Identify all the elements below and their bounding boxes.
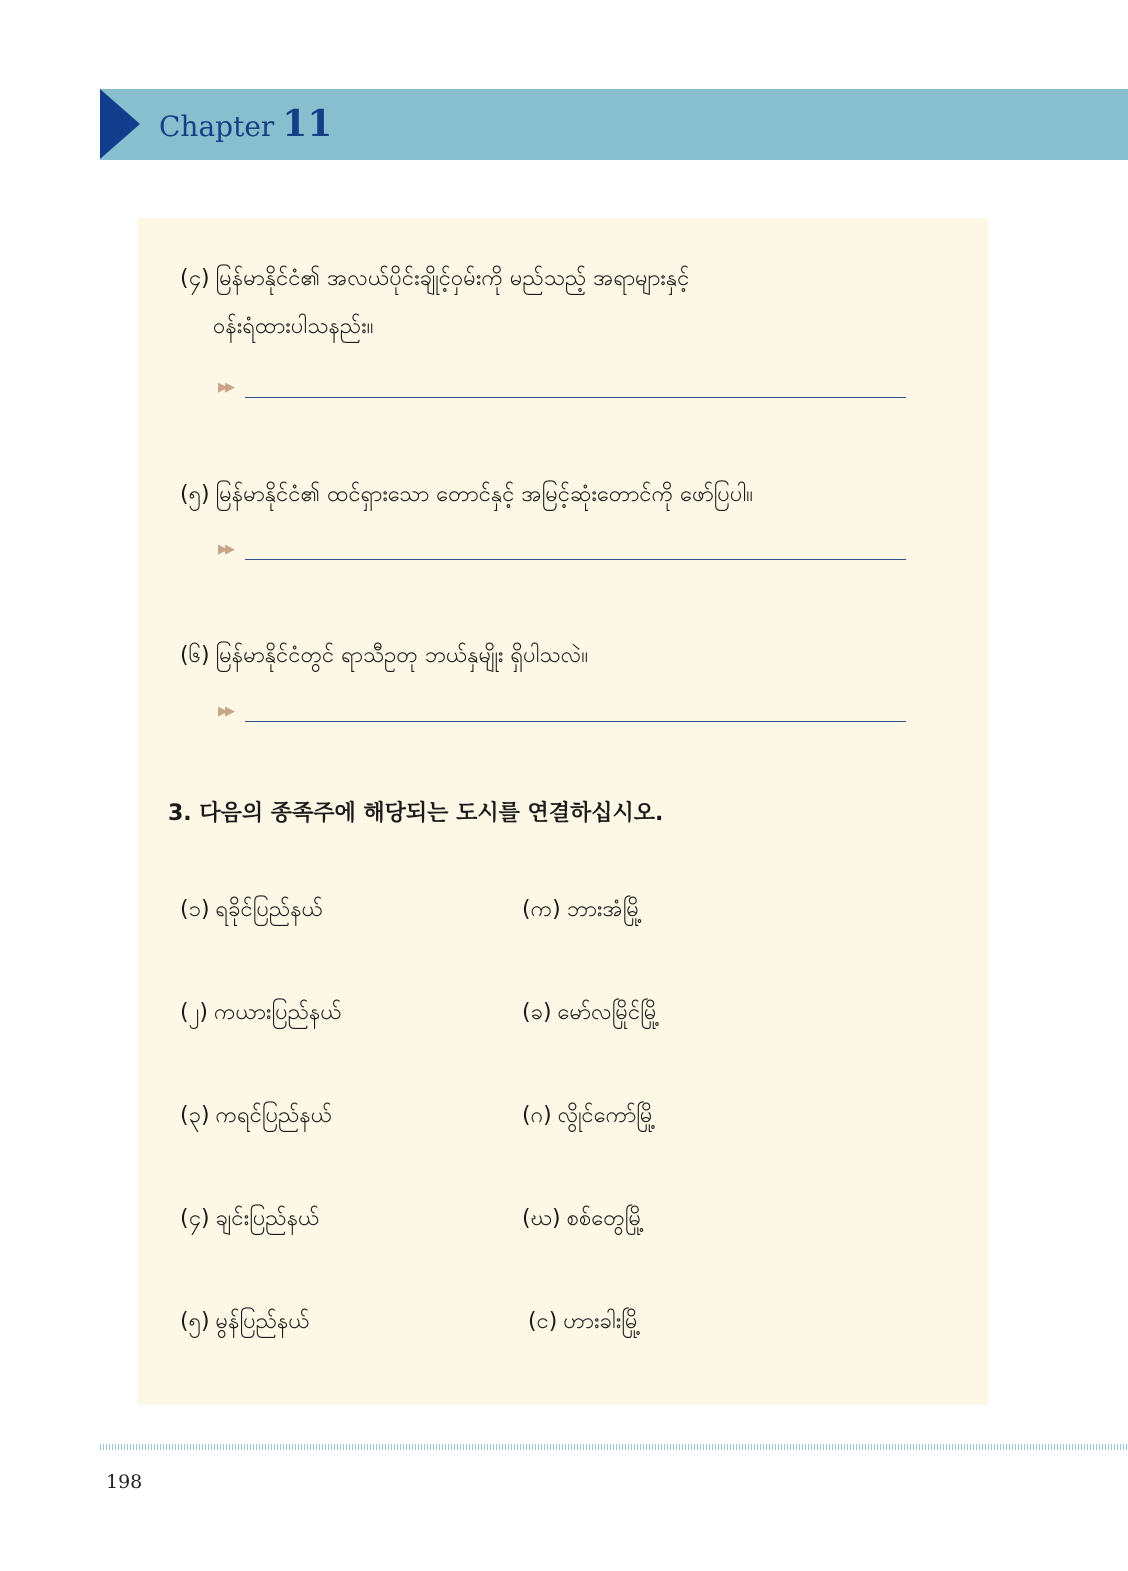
city-name: ဘားအံမြို့ xyxy=(566,897,643,922)
question-text: မြန်မာနိုင်ငံတွင် ရာသီဥတု ဘယ်နှမျိုး ရှိပါသလဲ။ xyxy=(215,643,588,668)
city-letter: (ခ) xyxy=(522,1000,552,1025)
answer-line-5[interactable] xyxy=(218,540,906,560)
question-4 xyxy=(180,258,689,300)
exercise-panel xyxy=(138,218,988,1405)
footer-divider xyxy=(100,1444,1128,1450)
answer-arrow-icon: ▶▶ xyxy=(218,380,232,395)
state-number: (၃) xyxy=(180,1103,210,1128)
question-number: (၆) xyxy=(180,643,210,668)
city-name: လွိုင်ကော်မြို့ xyxy=(557,1103,656,1128)
state-number: (၂) xyxy=(180,1000,208,1025)
answer-rule xyxy=(245,559,906,560)
state-name: ချင်းပြည်နယ် xyxy=(215,1206,320,1231)
question-text: မြန်မာနိုင်ငံ၏ ထင်ရှားသော တောင်နှင့် အမြင့်ဆုံးတောင်ကို ဖော်ပြပါ။ xyxy=(215,482,753,507)
state-item xyxy=(180,993,342,1033)
chapter-header xyxy=(100,89,1128,160)
question-number: (၅) xyxy=(180,482,210,507)
state-name: ကယားပြည်နယ် xyxy=(213,1000,342,1025)
city-item xyxy=(522,1199,644,1239)
question-number: (၄) xyxy=(180,266,210,291)
answer-arrow-icon: ▶▶ xyxy=(218,704,232,719)
answer-rule xyxy=(245,721,906,722)
chapter-title xyxy=(159,102,332,146)
state-item xyxy=(180,1302,310,1342)
question-6 xyxy=(180,635,588,677)
city-item xyxy=(522,993,660,1033)
city-letter: (င) xyxy=(528,1309,558,1334)
chapter-word: Chapter xyxy=(159,110,275,143)
state-item xyxy=(180,1199,319,1239)
page-number: 198 xyxy=(106,1471,143,1493)
state-item xyxy=(180,1096,332,1136)
answer-rule xyxy=(245,397,906,398)
city-name: စစ်တွေမြို့ xyxy=(566,1206,645,1231)
section-3-heading: 3. 다음의 종족주에 해당되는 도시를 연결하십시오. xyxy=(168,801,664,826)
state-number: (၅) xyxy=(180,1309,210,1334)
state-item xyxy=(180,890,323,930)
state-number: (၄) xyxy=(180,1206,210,1231)
question-4-continued: ဝန်းရံထားပါသနည်း။ xyxy=(213,314,374,339)
city-item xyxy=(522,890,642,930)
city-item xyxy=(528,1302,641,1342)
question-5 xyxy=(180,474,753,516)
question-text: မြန်မာနိုင်ငံ၏ အလယ်ပိုင်းချိုင့်ဝှမ်းကို မည်သည့် အရာများနှင့် xyxy=(215,266,690,291)
city-letter: (ဂ) xyxy=(522,1103,552,1128)
answer-line-4[interactable] xyxy=(218,378,906,398)
chapter-number: 11 xyxy=(282,103,333,145)
state-name: ကရင်ပြည်နယ် xyxy=(215,1103,333,1128)
state-number: (၁) xyxy=(180,897,210,922)
city-item xyxy=(522,1096,656,1136)
answer-line-6[interactable] xyxy=(218,702,906,722)
state-name: ရခိုင်ပြည်နယ် xyxy=(215,897,324,922)
answer-arrow-icon: ▶▶ xyxy=(218,542,232,557)
city-name: မော်လမြိုင်မြို့ xyxy=(557,1000,660,1025)
city-letter: (ဃ) xyxy=(522,1206,561,1231)
state-name: မွန်ပြည်နယ် xyxy=(215,1309,310,1334)
chapter-arrow-icon xyxy=(100,89,140,159)
city-name: ဟားခါးမြို့ xyxy=(563,1309,641,1334)
city-letter: (က) xyxy=(522,897,561,922)
